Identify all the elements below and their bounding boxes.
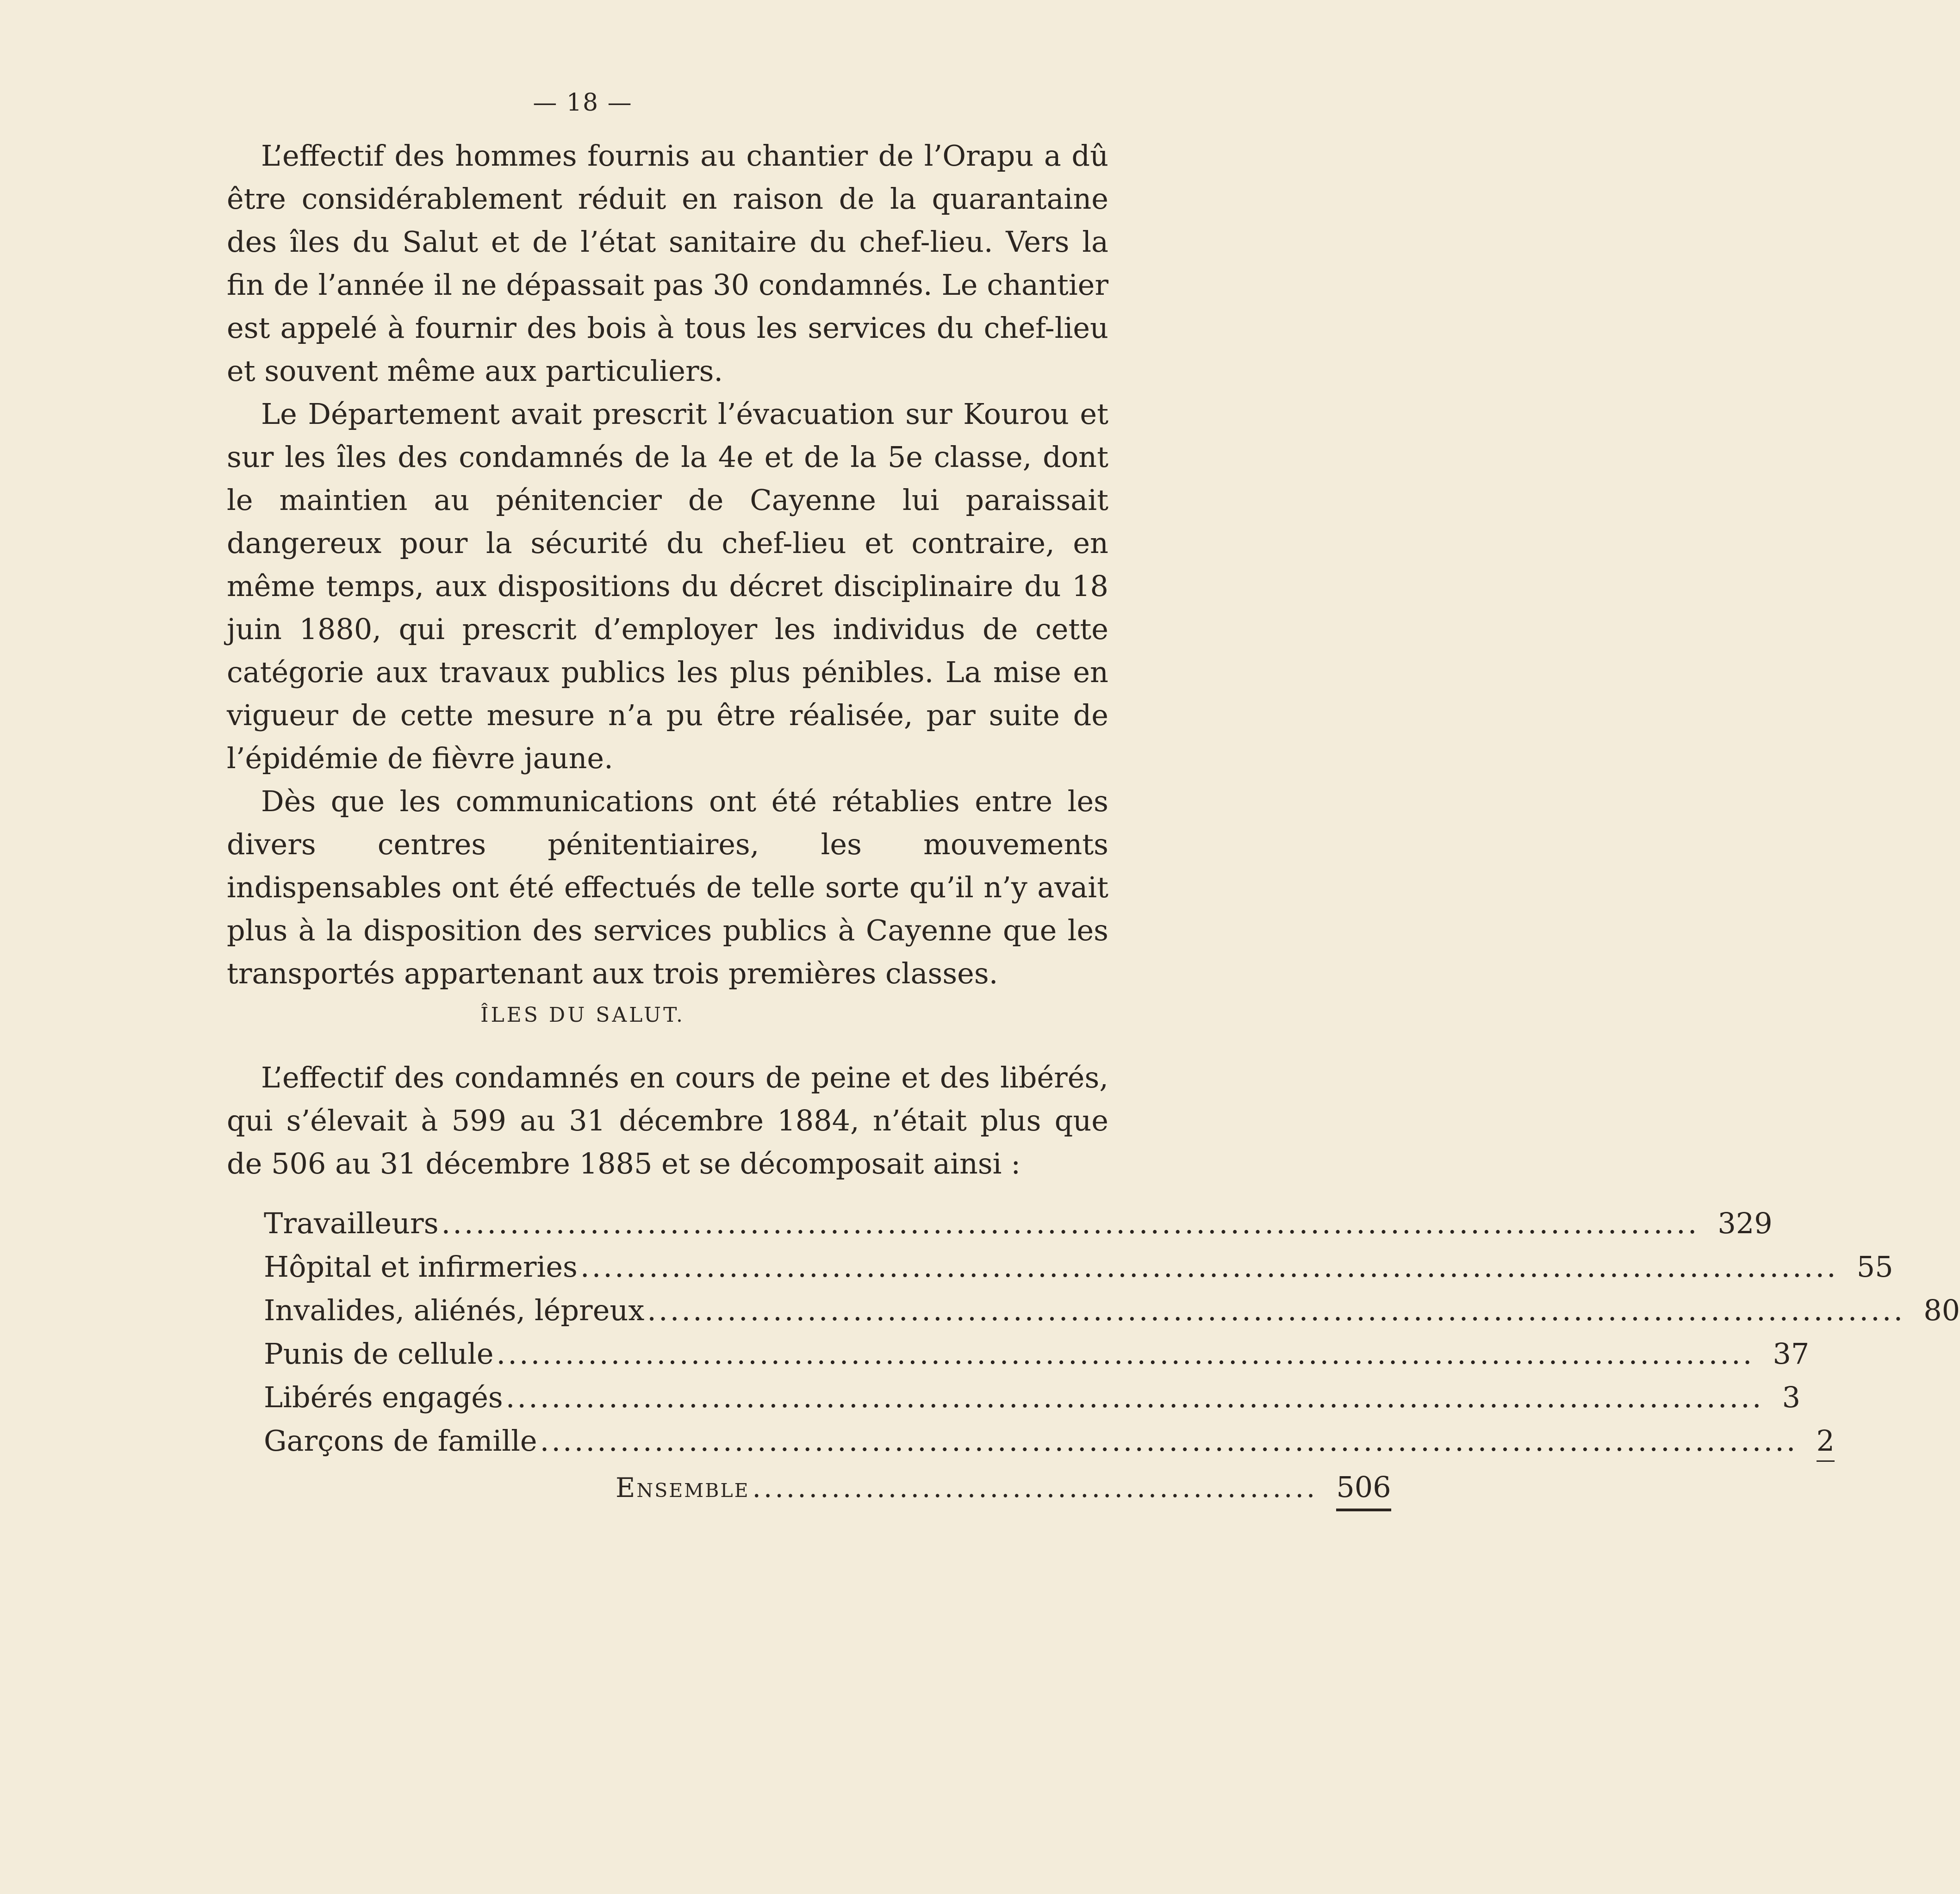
table-total-row xyxy=(264,1470,1391,1516)
row-label: Libérés engagés xyxy=(264,1380,503,1414)
leader-dots: .............................................................................................................. xyxy=(540,1424,1798,1458)
text-block-top xyxy=(227,134,1108,995)
row-value: 3 xyxy=(1782,1380,1801,1414)
table-row xyxy=(264,1424,1835,1467)
leader-dots: .............................................................................................................. xyxy=(580,1250,1838,1284)
table-row xyxy=(264,1250,1893,1293)
paragraph-departement: Le Département avait prescrit l’évacuation sur Kourou et sur les îles des condamnés de la 4e et de la 5e classe, dont le maintien au pénitencier de Cayenne lui paraissait dangereux pour la sécurité du chef-lieu et contraire, en même temps, aux dispositions du décret disciplinaire du 18 juin 1880, qui prescrit d’employer les individus de cette catégorie aux travaux publics les plus pénibles. La mise en vigueur de cette mesure n’a pu être réalisée, par suite de l’épidémie de fièvre jaune. xyxy=(227,397,1108,775)
table-row xyxy=(264,1206,1773,1250)
leader-dots: .............................................................................................................. xyxy=(441,1206,1699,1240)
table-row xyxy=(264,1380,1801,1424)
leader-dots: .............................................................................................................. xyxy=(505,1380,1764,1414)
leader-dots: .............................................................................................................. xyxy=(647,1293,1905,1327)
row-value: 2 xyxy=(1817,1424,1835,1462)
row-value: 329 xyxy=(1717,1206,1773,1240)
section-heading: ÎLES DU SALUT. xyxy=(480,1003,685,1027)
row-label: Hôpital et infirmeries xyxy=(264,1250,578,1284)
total-value: 506 xyxy=(1336,1470,1391,1511)
text-block-section xyxy=(227,1056,1108,1185)
row-label: Invalides, aliénés, lépreux xyxy=(264,1293,645,1327)
paragraph-orapu: L’effectif des hommes fournis au chantier de l’Orapu a dû être considérablement réduit en raison de la quarantaine des îles du Salut et de l’état sanitaire du chef-lieu. Vers la fin de l’année il ne dépassait pas 30 condamnés. Le chantier est appelé à fournir des bois à tous les services du chef-lieu et souvent même aux particuliers. xyxy=(227,139,1108,388)
leader-dots: .............................................................................................................. xyxy=(496,1337,1755,1371)
row-value: 80 xyxy=(1923,1293,1960,1327)
page-number: — 18 — xyxy=(533,89,633,117)
row-label: Garçons de famille xyxy=(264,1424,537,1458)
leader-dots: .................................................. xyxy=(752,1472,1318,1503)
row-label: Travailleurs xyxy=(264,1206,439,1240)
row-value: 37 xyxy=(1773,1337,1810,1371)
table-row xyxy=(264,1293,1960,1337)
total-label: Ensemble xyxy=(616,1472,750,1503)
table-row xyxy=(264,1337,1810,1380)
paragraph-communications: Dès que les communications ont été rétablies entre les divers centres pénitentiaires, les mouvements indispensables ont été effectués de telle sorte qu’il n’y avait plus à la disposition des services publics à Cayenne que les transportés appartenant aux trois premières classes. xyxy=(227,784,1108,990)
row-value: 55 xyxy=(1856,1250,1893,1284)
row-label: Punis de cellule xyxy=(264,1337,494,1371)
summary-table xyxy=(264,1206,1960,1516)
paragraph-effectif: L’effectif des condamnés en cours de peine et des libérés, qui s’élevait à 599 au 31 décembre 1884, n’était plus que de 506 au 31 décembre 1885 et se décomposait ainsi : xyxy=(227,1061,1108,1180)
